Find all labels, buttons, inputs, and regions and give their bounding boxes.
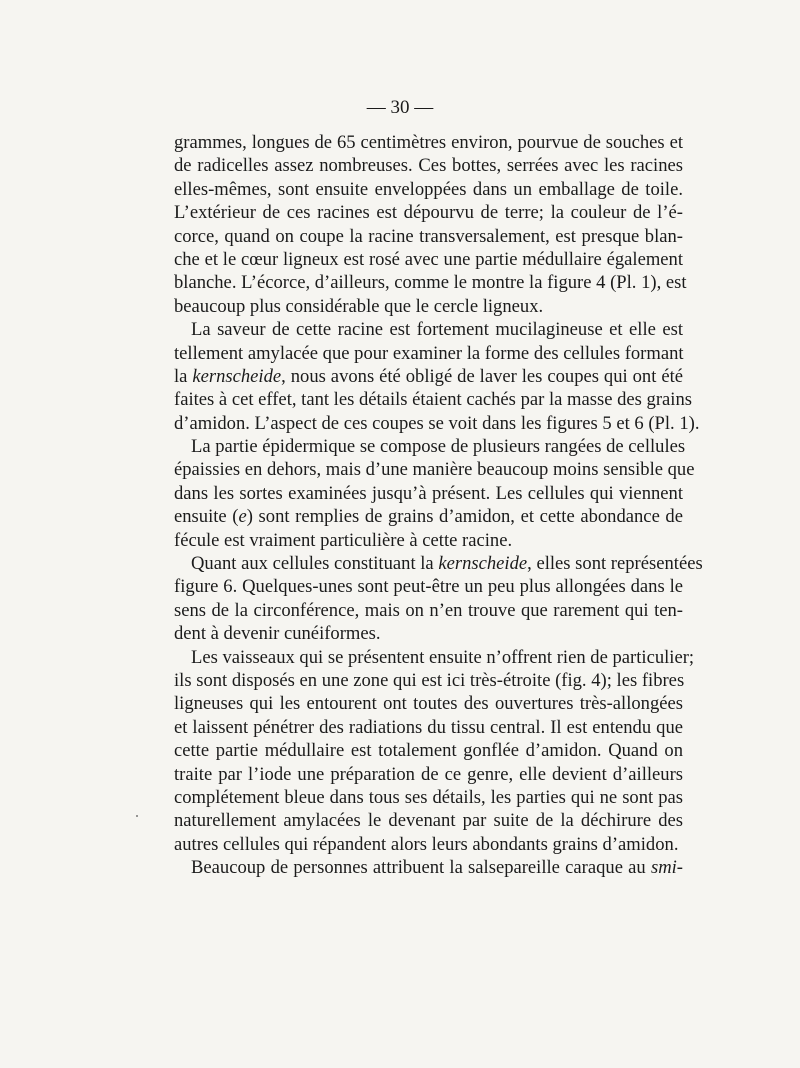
text-line: tellement amylacée que pour examiner la forme des cellules formant <box>174 342 684 364</box>
text-run: ensuite ( <box>174 506 239 528</box>
italic-term: e <box>238 506 247 528</box>
text-line: La saveur de cette racine est fortement mucilagineuse et elle est <box>191 319 683 341</box>
text-line: naturellement amylacées le devenant par suite de la déchirure des <box>174 810 683 832</box>
text-line: de radicelles assez nombreuses. Ces bottes, serrées avec les racines <box>174 155 683 177</box>
text-line: dans les sortes examinées jusqu’à présent. Les cellules qui viennent <box>174 482 683 504</box>
text-line: dent à devenir cunéiformes. <box>174 623 381 645</box>
text-line: Les vaisseaux qui se présentent ensuite n’offrent rien de particulier; <box>191 646 695 668</box>
text-run: la <box>174 365 193 387</box>
text-line <box>174 552 703 575</box>
text-line <box>174 856 683 879</box>
text-line <box>174 365 683 388</box>
text-line: épaissies en dehors, mais d’une manière beaucoup moins sensible que <box>174 459 695 481</box>
text-run: Quant aux cellules constituant la <box>191 553 439 575</box>
text-run: , elles sont représentées <box>527 553 703 575</box>
text-line: fécule est vraiment particulière à cette racine. <box>174 529 513 551</box>
text-line: che et le cœur ligneux est rosé avec une partie médullaire également <box>174 248 683 270</box>
text-line: et laissent pénétrer des radiations du tissu central. Il est entendu que <box>174 716 683 738</box>
text-run: , nous avons été obligé de laver les coupes qui ont été <box>281 365 683 387</box>
paper-speck <box>136 815 138 817</box>
text-line: d’amidon. L’aspect de ces coupes se voit dans les figures 5 et 6 (Pl. 1). <box>174 412 700 434</box>
text-line: ligneuses qui les entourent ont toutes des ouvertures très-allongées <box>174 693 683 715</box>
text-line: faites à cet effet, tant les détails étaient cachés par la masse des grains <box>174 389 692 411</box>
text-line: autres cellules qui répandent alors leurs abondants grains d’amidon. <box>174 833 679 855</box>
text-line: La partie épidermique se compose de plusieurs rangées de cellules <box>191 436 686 458</box>
text-line: corce, quand on coupe la racine transversalement, est presque blan- <box>174 225 683 247</box>
text-line: traite par l’iode une préparation de ce genre, elle devient d’ailleurs <box>174 763 683 785</box>
italic-term: kernscheide <box>192 365 282 387</box>
text-line: blanche. L’écorce, d’ailleurs, comme le montre la figure 4 (Pl. 1), est <box>174 272 687 294</box>
body-text <box>174 131 703 880</box>
text-line: ils sont disposés en une zone qui est ici très-étroite (fig. 4); les fibres <box>174 669 685 691</box>
text-line: figure 6. Quelques-unes sont peut-être un peu plus allongées dans le <box>174 576 683 598</box>
text-line: grammes, longues de 65 centimètres environ, pourvue de souches et <box>174 132 683 153</box>
text-line: beaucoup plus considérable que le cercle ligneux. <box>174 295 544 317</box>
text-line: cette partie médullaire est totalement gonflée d’amidon. Quand on <box>174 740 683 762</box>
italic-term: kernscheide <box>438 553 528 575</box>
page-number: — 30 — <box>366 97 434 118</box>
text-line: L’extérieur de ces racines est dépourvu de terre; la couleur de l’é- <box>174 202 683 224</box>
text-line: elles-mêmes, sont ensuite enveloppées dans un emballage de toile. <box>174 178 683 200</box>
italic-term: smi- <box>650 857 683 879</box>
text-line: sens de la circonférence, mais on n’en trouve que rarement qui ten- <box>174 599 683 621</box>
text-run: ) sont remplies de grains d’amidon, et cette abondance de <box>246 506 683 528</box>
text-run: Beaucoup de personnes attribuent la salsepareille caraque au <box>191 857 651 879</box>
text-line: complétement bleue dans tous ses détails, les parties qui ne sont pas <box>174 786 683 808</box>
text-line <box>174 505 683 528</box>
